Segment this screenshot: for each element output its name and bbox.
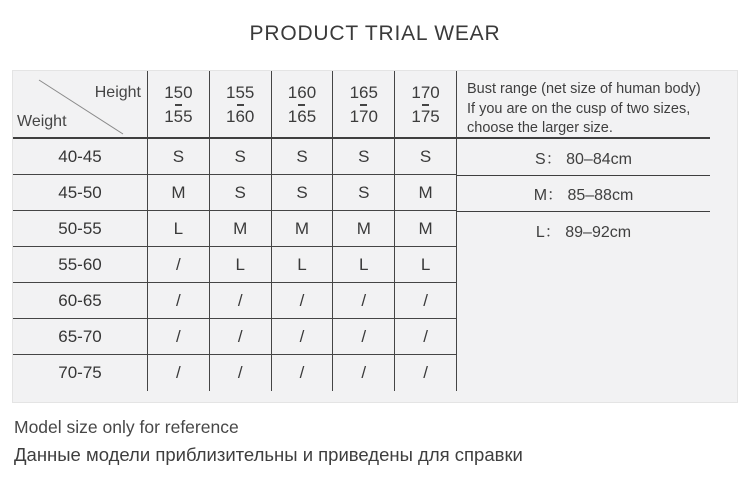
footnote-russian: Данные модели приблизительны и приведены для справки — [14, 444, 523, 465]
size-cell: / — [210, 319, 272, 355]
range-dash-icon — [175, 104, 182, 106]
size-cell: / — [210, 283, 272, 319]
size-cell: / — [333, 355, 395, 391]
height-range-top: 160 — [287, 82, 317, 102]
weight-axis-label: Weight — [17, 113, 67, 130]
height-column-header — [148, 71, 210, 139]
size-grid — [13, 71, 457, 391]
size-cell: / — [333, 283, 395, 319]
range-dash-icon — [422, 104, 429, 106]
height-range-bottom: 175 — [411, 106, 440, 126]
size-cell: S — [333, 139, 395, 175]
size-cell: L — [272, 247, 334, 283]
size-cell: M — [333, 211, 395, 247]
size-cell: S — [210, 139, 272, 175]
size-cell: / — [210, 355, 272, 391]
size-cell: / — [272, 355, 334, 391]
size-cell: / — [148, 247, 210, 283]
size-cell: M — [210, 211, 272, 247]
height-column-header — [272, 71, 334, 139]
size-cell: / — [395, 319, 457, 355]
size-cell: L — [210, 247, 272, 283]
size-cell: / — [148, 355, 210, 391]
bust-range-panel — [457, 71, 737, 402]
range-dash-icon — [360, 104, 367, 106]
weight-row-label: 40-45 — [13, 139, 148, 175]
size-cell: M — [272, 211, 334, 247]
height-column-header — [395, 71, 457, 139]
size-cell: S — [272, 175, 334, 211]
size-chart-table — [12, 70, 738, 403]
size-cell: M — [395, 175, 457, 211]
size-cell: / — [148, 283, 210, 319]
size-cell: L — [333, 247, 395, 283]
size-cell: / — [272, 319, 334, 355]
size-cell: M — [395, 211, 457, 247]
bust-range-s: S： 80–84cm — [535, 150, 632, 168]
weight-row-label: 65-70 — [13, 319, 148, 355]
height-axis-label: Height — [94, 84, 141, 101]
weight-row-label: 60-65 — [13, 283, 148, 319]
height-range-bottom: 160 — [226, 106, 255, 126]
height-range-top: 155 — [226, 82, 255, 102]
range-dash-icon — [237, 104, 244, 106]
height-range-top: 170 — [411, 82, 440, 102]
size-cell: / — [395, 355, 457, 391]
bust-note-line: If you are on the cusp of two sizes, — [467, 100, 691, 117]
size-cell: / — [272, 283, 334, 319]
weight-row-label: 55-60 — [13, 247, 148, 283]
bust-note-line: Bust range (net size of human body) — [467, 81, 701, 97]
height-column-header — [210, 71, 272, 139]
size-cell: S — [210, 175, 272, 211]
size-cell: S — [395, 139, 457, 175]
height-column-header — [333, 71, 395, 139]
size-cell: S — [148, 139, 210, 175]
height-range-bottom: 170 — [349, 106, 378, 126]
weight-row-label: 45-50 — [13, 175, 148, 211]
size-cell: S — [272, 139, 334, 175]
bust-range-m: M： 85–88cm — [533, 186, 634, 204]
page-title: PRODUCT TRIAL WEAR — [249, 22, 501, 45]
height-range-top: 150 — [164, 82, 193, 102]
corner-cell — [13, 71, 148, 139]
size-cell: / — [395, 283, 457, 319]
footnote-english: Model size only for reference — [14, 417, 239, 437]
range-dash-icon — [298, 104, 305, 106]
size-cell: S — [333, 175, 395, 211]
size-cell: / — [148, 319, 210, 355]
height-range-top: 165 — [349, 82, 378, 102]
bust-note-line: choose the larger size. — [467, 120, 613, 136]
height-range-bottom: 155 — [164, 106, 193, 126]
weight-row-label: 70-75 — [13, 355, 148, 391]
size-cell: / — [333, 319, 395, 355]
size-cell: L — [148, 211, 210, 247]
bust-range-l: L： 89–92cm — [535, 223, 632, 241]
weight-row-label: 50-55 — [13, 211, 148, 247]
size-cell: M — [148, 175, 210, 211]
height-range-bottom: 165 — [287, 106, 317, 126]
size-cell: L — [395, 247, 457, 283]
bust-note — [457, 71, 737, 137]
